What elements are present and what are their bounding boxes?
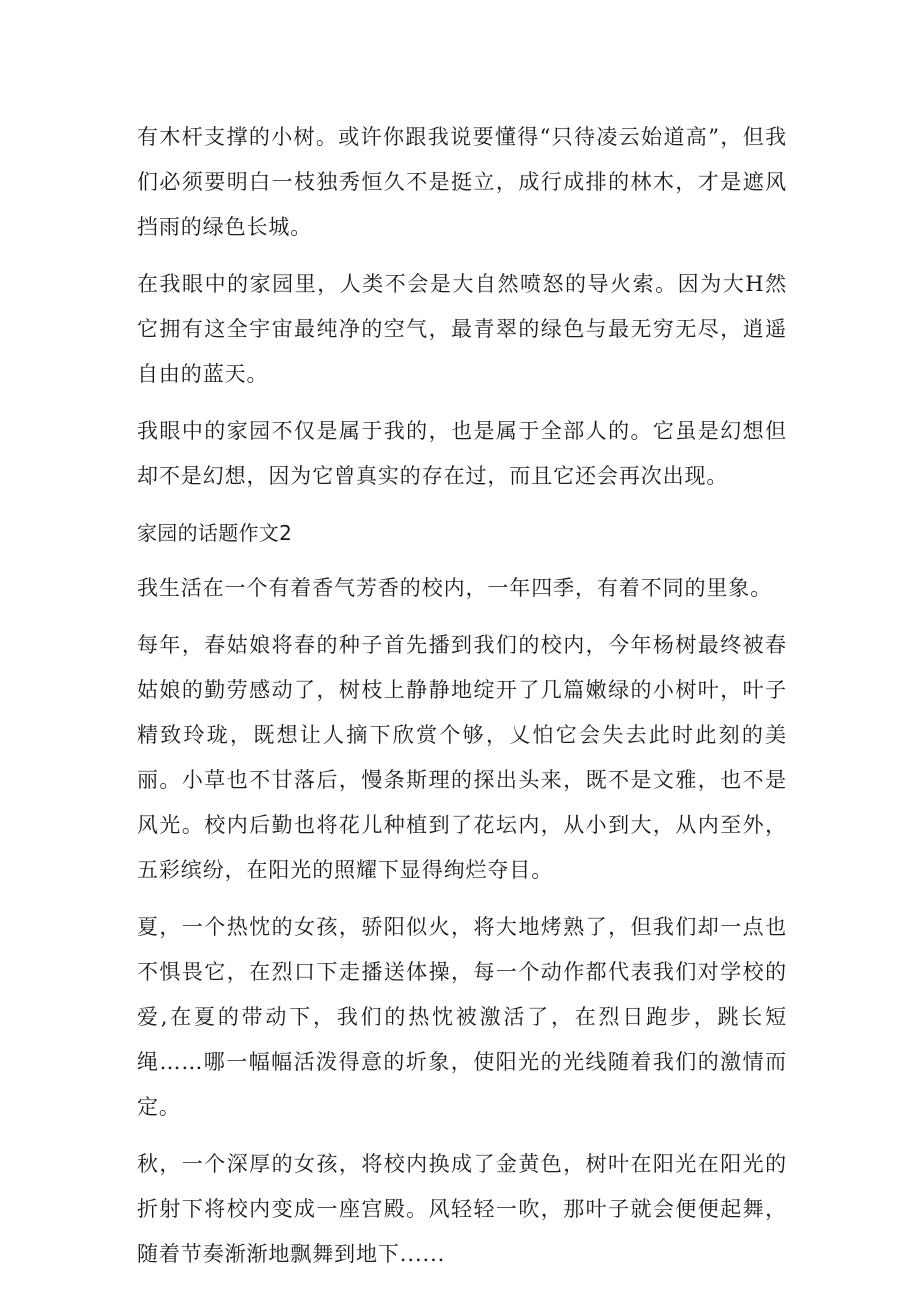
paragraph-4: 我生活在一个有着香气芳香的校内，一年四季，有着不同的里象。 <box>137 576 773 600</box>
paragraph-6: 夏，一个热忱的女孩，骄阳似火，将大地烤熟了，但我们却一点也不惧畏它，在烈口下走播送体操，每一个动作都代表我们对学校的爱,在夏的带动下，我们的热忱被激活了，在烈日跑步，跳长短绳……哪一幅幅活泼得意的圻象，使阳光的光线随着我们的激情而定。 <box>137 915 787 1119</box>
paragraph-3: 我眼中的家园不仅是属于我的，也是属于全部人的。它虽是幻想但却不是幻想，因为它曾真实的存在过，而且它还会再次出现。 <box>137 419 787 488</box>
paragraph-1: 有木杆支撑的小树。或许你跟我说要懂得“只待凌云始道高”，但我们必须要明白一枝独秀恒久不是挺立，成行成排的林木，才是遮风挡雨的绿色长城。 <box>137 125 787 239</box>
section-heading: 家园的话题作文2 <box>137 521 293 545</box>
paragraph-2: 在我眼中的家园里，人类不会是大自然喷怒的导火索。因为大H然它拥有这全宇宙最纯净的空气，最青翠的绿色与最无穷无尽，逍遥自由的蓝天。 <box>137 272 787 386</box>
document-page <box>137 115 787 1289</box>
paragraph-7: 秋，一个深厚的女孩，将校内换成了金黄色，树叶在阳光在阳光的折射下将校内变成一座宫殿。风轻轻一吹，那叶子就会便便起舞，随着节奏渐渐地飘舞到地下...... <box>137 1152 787 1266</box>
paragraph-5: 每年，春姑娘将春的种子首先播到我们的校内，今年杨树最终被春姑娘的勤劳感动了，树枝上静静地绽开了几篇嫩绿的小树叶，叶子精致玲珑，既想让人摘下欣赏个够，乂怕它会失去此时此刻的美丽。小草也不甘落后，慢条斯理的探出头来，既不是文雅，也不是风光。校内后勤也将花儿种植到了花坛内，从小到大，从内至外，五彩缤纷，在阳光的照耀下显得绚烂夺目。 <box>137 633 787 882</box>
